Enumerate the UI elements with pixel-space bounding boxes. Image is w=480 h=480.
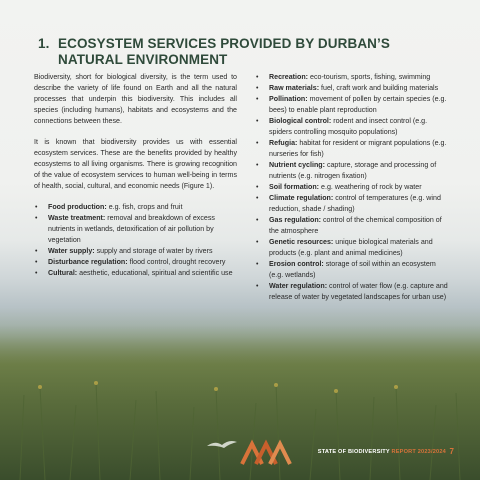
service-desc: control of water flow (e.g. capture and release of water by vegetated landscapes for urban use): [269, 282, 448, 301]
right-column: [255, 72, 450, 303]
service-term: Erosion control:: [269, 260, 324, 268]
list-item: [255, 259, 450, 281]
service-term: Raw materials:: [269, 84, 320, 92]
service-desc: e.g. fish, crops and fruit: [106, 203, 183, 211]
section-number: 1.: [38, 36, 50, 51]
report-label: STATE OF BIODIVERSITY: [317, 449, 392, 455]
list-item: [255, 160, 450, 182]
list-item: [255, 193, 450, 215]
service-desc: capture, storage and processing of nutrients (e.g. nitrogen fixation): [269, 161, 437, 180]
service-desc: storage of soil within an ecosystem (e.g. wetlands): [269, 260, 436, 279]
list-item: [255, 138, 450, 160]
services-list-right: [255, 72, 450, 303]
list-item: [34, 246, 237, 257]
list-item: [34, 213, 237, 246]
report-logo-icon: [238, 438, 298, 466]
section-title: ECOSYSTEM SERVICES PROVIDED BY DURBAN’S NATURAL ENVIRONMENT: [58, 36, 390, 67]
list-item: [255, 94, 450, 116]
service-term: Waste treatment:: [48, 214, 106, 222]
service-desc: rodent and insect control (e.g. spiders controlling mosquito populations): [269, 117, 428, 136]
service-desc: aesthetic, educational, spiritual and scientific use: [77, 269, 233, 277]
service-term: Biological control:: [269, 117, 332, 125]
service-desc: supply and storage of water by rivers: [94, 247, 213, 255]
list-item: [34, 257, 237, 268]
benefits-paragraph: It is known that biodiversity provides us with essential ecosystem services. These are the benefits provided by healthy ecosystems to all living organisms. There is growing recognition of the value of ecosystem services to human well-being in terms of health, social, cultural, and economic needs (Figure 1).: [34, 138, 237, 190]
intro-paragraph: Biodiversity, short for biological diversity, is the term used to describe the variety of life found on Earth and all the natural processes that underpin this biodiversity. This includes all species (including humans), habitats and ecosystems and the connections between these.: [34, 73, 237, 125]
service-desc: fuel, craft work and building materials: [319, 84, 439, 92]
service-term: Disturbance regulation:: [48, 258, 128, 266]
page-number: 7: [449, 447, 454, 456]
report-year: REPORT 2023/2024: [391, 449, 446, 455]
service-desc: movement of pollen by certain species (e.g. bees) to enable plant reproduction: [269, 95, 447, 114]
left-column: [34, 72, 237, 279]
service-term: Water regulation:: [269, 282, 328, 290]
service-desc: unique biological materials and products (e.g. plant and animal medicines): [269, 238, 433, 257]
service-desc: removal and breakdown of excess nutrients in wetlands, detoxification of air pollution by vegetation: [48, 214, 215, 244]
report-footer: [318, 449, 446, 455]
service-term: Soil formation:: [269, 183, 320, 191]
list-item: [34, 268, 237, 279]
service-term: Climate regulation:: [269, 194, 334, 202]
services-list-left: [34, 202, 237, 279]
service-term: Pollination:: [269, 95, 308, 103]
list-item: [255, 116, 450, 138]
service-term: Recreation:: [269, 73, 309, 81]
service-desc: control of the chemical composition of the atmosphere: [269, 216, 442, 235]
list-item: [255, 215, 450, 237]
service-desc: control of temperatures (e.g. wind reduction, shade / shading): [269, 194, 441, 213]
service-term: Cultural:: [48, 269, 78, 277]
service-desc: eco-tourism, sports, fishing, swimming: [308, 73, 431, 81]
list-item: [255, 237, 450, 259]
list-item: [34, 202, 237, 213]
list-item: [255, 182, 450, 193]
list-item: [255, 281, 450, 303]
service-term: Refugia:: [269, 139, 298, 147]
list-item: [255, 72, 450, 83]
service-term: Genetic resources:: [269, 238, 334, 246]
service-term: Gas regulation:: [269, 216, 322, 224]
list-item: [255, 83, 450, 94]
service-desc: e.g. weathering of rock by water: [319, 183, 422, 191]
service-desc: flood control, drought recovery: [127, 258, 226, 266]
service-term: Nutrient cycling:: [269, 161, 325, 169]
service-term: Water supply:: [48, 247, 95, 255]
service-term: Food production:: [48, 203, 107, 211]
service-desc: habitat for resident or migrant populations (e.g. nurseries for fish): [269, 139, 447, 158]
section-heading: [38, 36, 448, 68]
bird-icon: [205, 436, 239, 452]
